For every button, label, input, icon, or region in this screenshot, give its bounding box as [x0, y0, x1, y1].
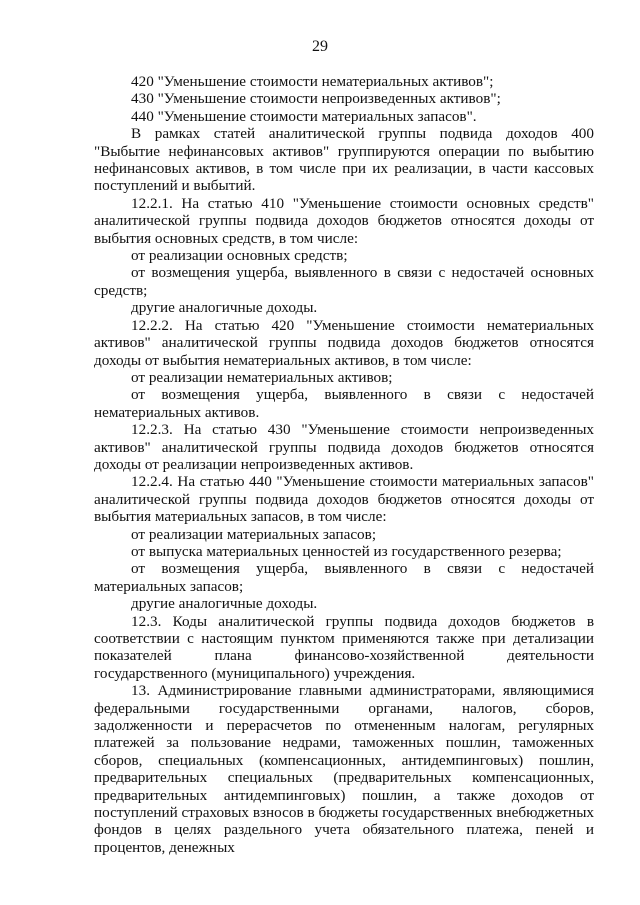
document-body: [94, 73, 594, 856]
paragraph: 440 "Уменьшение стоимости материальных запасов".: [131, 107, 477, 125]
paragraph: от выпуска материальных ценностей из государственного резерва;: [131, 542, 562, 560]
paragraph: 12.3. Коды аналитической группы подвида доходов бюджетов в соответствии с настоящим пунктом применяются также при детализации показателей плана финансово-хозяйственной деятельности государственного (муниципального) учреждения.: [94, 612, 594, 682]
paragraph: 12.2.1. На статью 410 "Уменьшение стоимости основных средств" аналитической группы подвида доходов бюджетов относятся доходы от выбытия основных средств, в том числе:: [94, 194, 594, 247]
paragraph: от возмещения ущерба, выявленного в связи с недостачей материальных запасов;: [94, 560, 594, 595]
paragraph: от реализации основных средств;: [131, 247, 348, 265]
paragraph: от возмещения ущерба, выявленного в связи с недостачей основных средств;: [94, 264, 594, 299]
page-number: 29: [312, 38, 328, 55]
paragraph: от реализации нематериальных активов;: [131, 368, 393, 386]
paragraph: от реализации материальных запасов;: [131, 525, 377, 543]
paragraph: 12.2.2. На статью 420 "Уменьшение стоимости нематериальных активов" аналитической группы подвида доходов бюджетов относятся доходы от выбытия нематериальных активов, в том числе:: [94, 316, 594, 369]
paragraph: 12.2.3. На статью 430 "Уменьшение стоимости непроизведенных активов" аналитической группы подвида доходов бюджетов относятся доходы от реализации непроизведенных активов.: [94, 421, 594, 473]
paragraph: от возмещения ущерба, выявленного в связи с недостачей нематериальных активов.: [94, 386, 594, 421]
paragraph: В рамках статей аналитической группы подвида доходов 400 "Выбытие нефинансовых активов" группируются операции по выбытию нефинансовых активов, в том числе при их реализации, в части кассовых поступлений и выбытий.: [94, 125, 594, 195]
paragraph: другие аналогичные доходы.: [131, 299, 318, 317]
paragraph: 13. Администрирование главными администраторами, являющимися федеральными государственными органами, налогов, сборов, задолженности и перерасчетов по отмененным налогам, регулярных платежей за пользование недрами, таможенных пошлин, таможенных сборов, специальных (компенсационных, антидемпинговых) пошлин, предварительных специальных (предварительных компенсационных, предварительных антидемпинговых) пошлин, а также доходов от поступлений страховых взносов в бюджеты государственных внебюджетных фондов в целях раздельного учета обязательного платежа, пеней и процентов, денежных: [94, 682, 594, 856]
paragraph: 12.2.4. На статью 440 "Уменьшение стоимости материальных запасов" аналитической группы подвида доходов бюджетов относятся доходы от выбытия материальных запасов, в том числе:: [94, 473, 594, 526]
paragraph: 420 "Уменьшение стоимости нематериальных активов";: [131, 73, 494, 90]
paragraph: 430 "Уменьшение стоимости непроизведенных активов";: [131, 90, 501, 108]
paragraph: другие аналогичные доходы.: [131, 595, 318, 613]
